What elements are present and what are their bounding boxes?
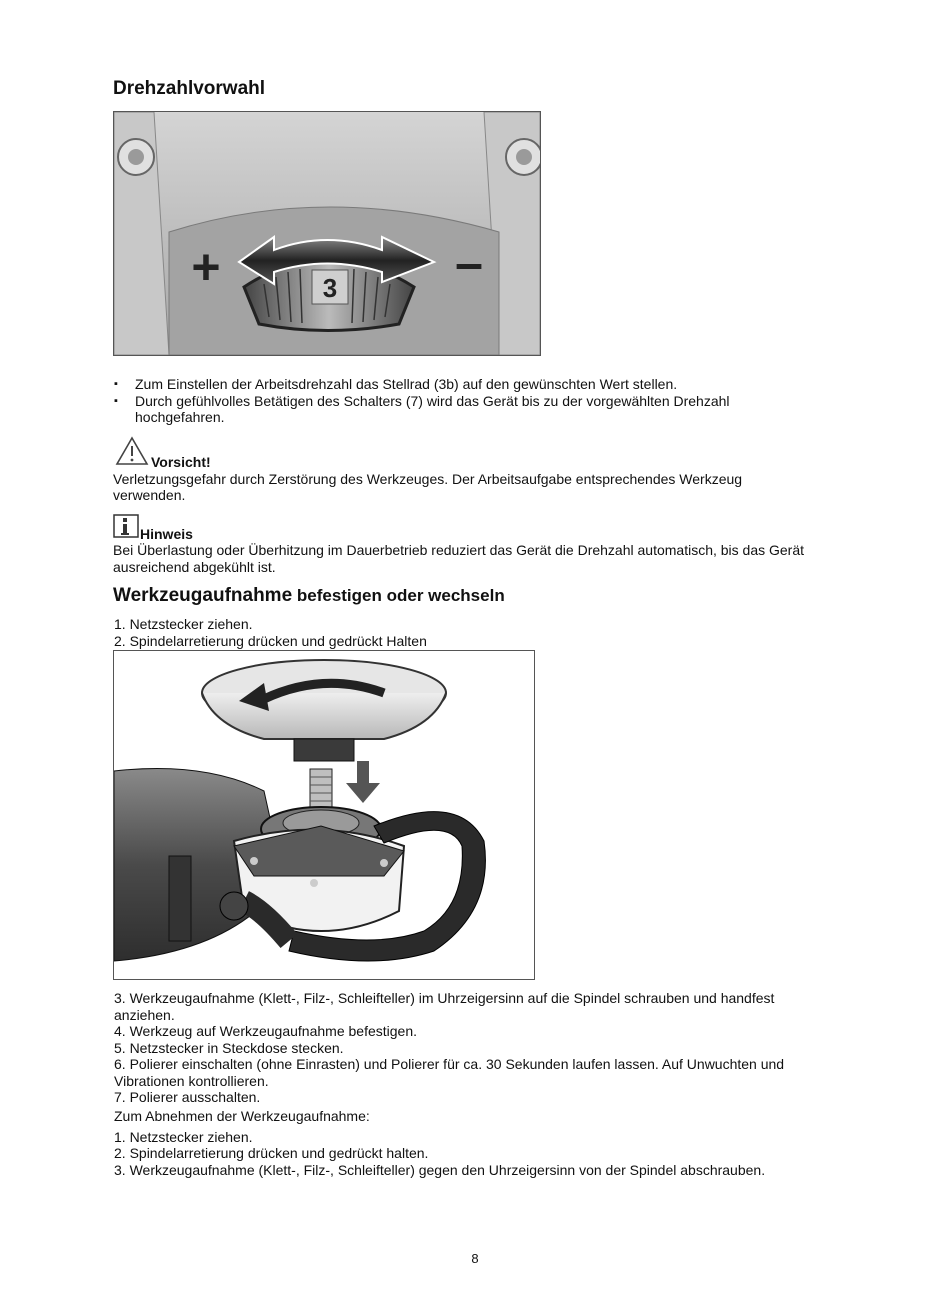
removal-step: 3. Werkzeugaufnahme (Klett-, Filz-, Schleifteller) gegen den Uhrzeigersinn von der Spindel abschrauben.: [114, 1162, 766, 1178]
caution-text: Verletzungsgefahr durch Zerstörung des Werkzeuges. Der Arbeitsaufgabe entsprechendes Werkzeug: [113, 471, 743, 487]
step-item: 1. Netzstecker ziehen.: [114, 616, 253, 632]
step-item: 6. Polierer einschalten (ohne Einrasten) und Polierer für ca. 30 Sekunden laufen lassen. Auf Unwuchten und: [114, 1056, 785, 1072]
step-item: 2. Spindelarretierung drücken und gedrückt Halten: [114, 633, 427, 649]
caution-text: verwenden.: [113, 487, 186, 503]
warning-triangle-icon: [115, 436, 149, 466]
section-title-werkzeugaufnahme: [113, 585, 505, 607]
note-text: Bei Überlastung oder Überhitzung im Dauerbetrieb reduziert das Gerät die Drehzahl automatisch, bis das Gerät: [113, 542, 805, 558]
dial-number: 3: [322, 273, 338, 303]
bullet-marker: ▪: [114, 395, 118, 407]
step-item: 5. Netzstecker in Steckdose stecken.: [114, 1040, 344, 1056]
bullet-text: Zum Einstellen der Arbeitsdrehzahl das Stellrad (3b) auf den gewünschten Wert stellen.: [135, 376, 678, 392]
caution-title: Vorsicht!: [151, 454, 211, 470]
step-item: 7. Polierer ausschalten.: [114, 1089, 261, 1105]
page-number: 8: [471, 1251, 479, 1266]
note-text: ausreichend abgekühlt ist.: [113, 559, 276, 575]
note-title: Hinweis: [140, 526, 193, 542]
bullet-marker: ▪: [114, 378, 118, 390]
minus-label: –: [455, 235, 483, 291]
removal-step: 1. Netzstecker ziehen.: [114, 1129, 253, 1145]
step-item-continuation: anziehen.: [114, 1007, 175, 1023]
speed-dial-illustration: [114, 112, 540, 355]
section-title-rest: befestigen oder wechseln: [292, 586, 505, 605]
bullet-text: Durch gefühlvolles Betätigen des Schalters (7) wird das Gerät bis zu der vorgewählten Drehzahl: [135, 393, 730, 409]
plus-label: +: [191, 239, 221, 295]
removal-step: 2. Spindelarretierung drücken und gedrückt halten.: [114, 1145, 429, 1161]
step-item: 3. Werkzeugaufnahme (Klett-, Filz-, Schleifteller) im Uhrzeigersinn auf die Spindel schrauben und handfest: [114, 990, 775, 1006]
step-item-continuation: Vibrationen kontrollieren.: [114, 1073, 269, 1089]
section-title-main: Werkzeugaufnahme: [113, 585, 293, 606]
speed-dial-figure: [113, 111, 541, 356]
info-icon: [113, 514, 139, 538]
section-title-drehzahlvorwahl: Drehzahlvorwahl: [113, 78, 266, 99]
removal-heading: Zum Abnehmen der Werkzeugaufnahme:: [114, 1108, 370, 1124]
step-item: 4. Werkzeug auf Werkzeugaufnahme befestigen.: [114, 1023, 417, 1039]
bullet-text-continuation: hochgefahren.: [135, 409, 225, 425]
tool-mount-illustration: [114, 651, 534, 979]
tool-mount-figure: [113, 650, 535, 980]
